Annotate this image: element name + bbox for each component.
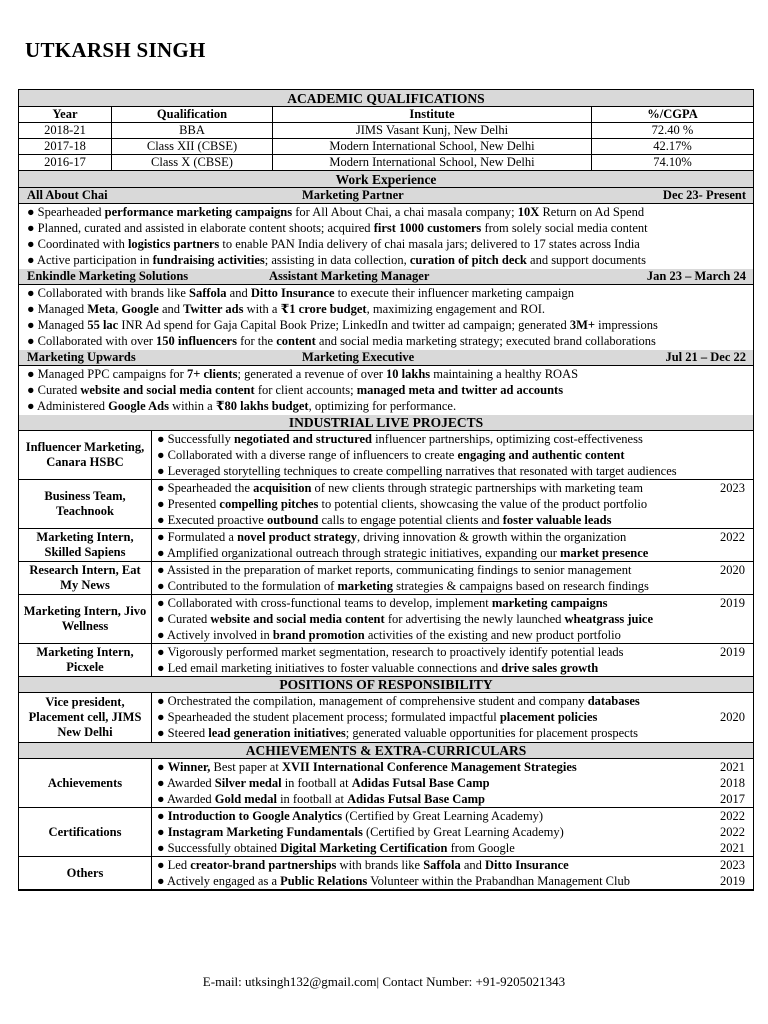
academic-row-cell: Class X (CBSE) <box>112 155 273 170</box>
job-bullet: ● Managed 55 lac INR Ad spend for Gaja Capital Book Prize; LinkedIn and twitter ad campaign; generated 3M+ impressions <box>27 318 658 332</box>
job-bullet: ● Collaborated with brands like Saffola and Ditto Insurance to execute their influencer marketing campaign <box>27 286 575 300</box>
job-role: Assistant Marketing Manager <box>269 269 430 283</box>
project-bullets <box>157 529 648 561</box>
project-bullet: ● Actively involved in brand promotion activities of the existing and new product portfolio <box>157 628 621 642</box>
academic-header-cell: Year <box>19 107 112 122</box>
project-bullet: ● Collaborated with a diverse range of influencers to create engaging and authentic content <box>157 448 625 462</box>
achievement-bullet: ● Successfully obtained Digital Marketing Certification from Google <box>157 841 515 855</box>
job-company: Enkindle Marketing Solutions <box>27 269 189 283</box>
project-years <box>720 529 745 545</box>
project-years <box>720 562 745 578</box>
academic-row-cell: Class XII (CBSE) <box>112 139 273 154</box>
achievement-year: 2021 <box>720 760 745 774</box>
position-bullet: ● Orchestrated the compilation, management of comprehensive student and company databases <box>157 694 640 708</box>
job-bullet: ● Coordinated with logistics partners to enable PAN India delivery of chai masala jars; delivered to 17 states across India <box>27 237 640 251</box>
job-bullet: ● Managed PPC campaigns for 7+ clients; generated a revenue of over 10 lakhs maintaining a healthy ROAS <box>27 367 579 381</box>
candidate-name: UTKARSH SINGH <box>25 38 206 62</box>
achievement-bullets <box>157 808 564 856</box>
project-label: Business Team, Teachnook <box>19 480 152 528</box>
project-year: 2020 <box>720 563 745 577</box>
project-bullets <box>157 562 649 594</box>
academic-header-cell: Qualification <box>112 107 273 122</box>
project-year: 2019 <box>720 645 745 659</box>
job-bullet: ● Curated website and social media content for client accounts; managed meta and twitter ad accounts <box>27 383 564 397</box>
academic-row-cell: 2016-17 <box>19 155 112 170</box>
academic-row-cell: Modern International School, New Delhi <box>273 155 592 170</box>
job-header <box>19 350 753 366</box>
academic-row-cell: 72.40 % <box>651 123 694 137</box>
job-bullets <box>27 366 578 414</box>
job-bullet: ● Managed Meta, Google and Twitter ads with a ₹1 crore budget, maximizing engagement and ROI. <box>27 302 546 316</box>
project-bullet: ● Formulated a novel product strategy, driving innovation & growth within the organization <box>157 530 627 544</box>
achievement-bullets <box>157 857 630 889</box>
contact-footer: E-mail: utksingh132@gmail.com| Contact Number: +91-9205021343 <box>202 974 566 989</box>
project-bullet: ● Led email marketing initiatives to foster valuable connections and drive sales growth <box>157 661 599 675</box>
achievement-bullets <box>157 759 577 807</box>
resume-table <box>18 89 754 891</box>
position-years <box>720 709 745 725</box>
project-label: Marketing Intern, Jivo Wellness <box>19 595 152 643</box>
project-block <box>19 562 753 595</box>
achievement-year: 2018 <box>720 776 745 790</box>
job-company: Marketing Upwards <box>27 350 136 364</box>
job-bullet: ● Planned, curated and assisted in elaborate content shoots; acquired first 1000 customers from solely social media content <box>27 221 648 235</box>
achievement-year: 2023 <box>720 858 745 872</box>
achievement-bullet: ● Actively engaged as a Public Relations Volunteer within the Prabandhan Management Club <box>157 874 630 888</box>
project-years <box>720 644 745 660</box>
job-role: Marketing Partner <box>302 188 404 202</box>
job-bullet: ● Administered Google Ads within a ₹80 lakhs budget, optimizing for performance. <box>27 399 457 413</box>
project-block <box>19 431 753 480</box>
project-block <box>19 595 753 644</box>
project-bullet: ● Curated website and social media content for advertising the newly launched wheatgrass juice <box>157 612 654 626</box>
achievement-year: 2017 <box>720 792 745 806</box>
achievement-bullet: ● Awarded Silver medal in football at Adidas Futsal Base Camp <box>157 776 490 790</box>
academic-header-cell: %/CGPA <box>647 107 698 121</box>
project-bullet: ● Successfully negotiated and structured influencer partnerships, optimizing cost-effectiveness <box>157 432 643 446</box>
position-label: Vice president, Placement cell, JIMS New Delhi <box>19 693 152 742</box>
project-block <box>19 480 753 529</box>
position-bullet: ● Steered lead generation initiatives; generated valuable opportunities for placement prospects <box>157 726 639 740</box>
academic-row-cell: 74.10% <box>653 155 692 169</box>
achievement-label: Achievements <box>19 759 152 807</box>
project-bullet: ● Assisted in the preparation of market reports, communicating findings to senior management <box>157 563 632 577</box>
project-bullets <box>157 480 647 528</box>
job-header <box>19 269 753 285</box>
project-year: 2022 <box>720 530 745 544</box>
academic-row-cell: 42.17% <box>653 139 692 153</box>
achievement-label: Certifications <box>19 808 152 856</box>
job-bullets <box>27 285 658 349</box>
project-bullets <box>157 644 624 676</box>
project-bullet: ● Collaborated with cross-functional teams to develop, implement marketing campaigns <box>157 596 608 610</box>
work-title: Work Experience <box>19 171 753 188</box>
academic-row <box>19 155 753 171</box>
position-block <box>19 693 753 743</box>
project-bullets <box>157 431 677 479</box>
achievement-bullet: ● Introduction to Google Analytics (Certified by Great Learning Academy) <box>157 809 544 823</box>
project-label: Research Intern, Eat My News <box>19 562 152 594</box>
position-title: POSITIONS OF RESPONSIBILITY <box>19 677 753 693</box>
project-block <box>19 644 753 677</box>
academic-header <box>19 107 753 123</box>
achievement-title: ACHIEVEMENTS & EXTRA-CURRICULARS <box>19 743 753 759</box>
achievement-bullet: ● Led creator-brand partnerships with brands like Saffola and Ditto Insurance <box>157 858 569 872</box>
achievement-year: 2022 <box>720 809 745 823</box>
job-bullet: ● Active participation in fundraising activities; assisting in data collection, curation of pitch deck and support documents <box>27 253 646 267</box>
job-bullet: ● Collaborated with over 150 influencers for the content and social media marketing strategy; executed brand collaborations <box>27 334 656 348</box>
project-bullet: ● Leveraged storytelling techniques to create compelling narratives that resonated with target audiences <box>157 464 677 478</box>
project-years <box>720 480 745 496</box>
project-label: Marketing Intern, Picxele <box>19 644 152 676</box>
achievement-block <box>19 857 753 890</box>
academic-row <box>19 123 753 139</box>
achievement-bullet: ● Awarded Gold medal in football at Adidas Futsal Base Camp <box>157 792 485 806</box>
position-year: 2020 <box>720 710 745 724</box>
achievement-years <box>720 857 745 889</box>
job-bullet: ● Spearheaded performance marketing campaigns for All About Chai, a chai masala company; 10X Return on Ad Spend <box>27 205 645 219</box>
job-role: Marketing Executive <box>302 350 415 364</box>
project-block <box>19 529 753 562</box>
job-bullets <box>27 204 648 268</box>
job-dates: Jul 21 – Dec 22 <box>665 350 746 364</box>
job-dates: Jan 23 – March 24 <box>646 269 746 283</box>
academic-title: ACADEMIC QUALIFICATIONS <box>19 90 753 107</box>
project-bullet: ● Contributed to the formulation of marketing strategies & campaigns based on research findings <box>157 579 649 593</box>
achievement-year: 2021 <box>720 841 745 855</box>
achievement-bullet: ● Instagram Marketing Fundamentals (Certified by Great Learning Academy) <box>157 825 564 839</box>
project-label: Influencer Marketing, Canara HSBC <box>19 431 152 479</box>
academic-row-cell: JIMS Vasant Kunj, New Delhi <box>273 123 592 138</box>
project-label: Marketing Intern, Skilled Sapiens <box>19 529 152 561</box>
academic-row-cell: BBA <box>112 123 273 138</box>
academic-row <box>19 139 753 155</box>
project-bullet: ● Executed proactive outbound calls to engage potential clients and foster valuable leads <box>157 513 612 527</box>
achievement-year: 2022 <box>720 825 745 839</box>
project-title: INDUSTRIAL LIVE PROJECTS <box>19 415 753 431</box>
project-bullets <box>157 595 653 643</box>
academic-row-cell: 2018-21 <box>19 123 112 138</box>
project-bullet: ● Vigorously performed market segmentation, research to proactively identify potential leads <box>157 645 624 659</box>
project-bullet: ● Presented compelling pitches to potential clients, showcasing the value of the product portfolio <box>157 497 648 511</box>
job-header <box>19 188 753 204</box>
achievement-bullet: ● Winner, Best paper at XVII International Conference Management Strategies <box>157 760 577 774</box>
academic-row-cell: 2017-18 <box>19 139 112 154</box>
project-bullet: ● Spearheaded the acquisition of new clients through strategic partnerships with marketing team <box>157 481 643 495</box>
project-years <box>720 595 745 611</box>
achievement-years <box>720 808 745 856</box>
achievement-block <box>19 759 753 808</box>
job-dates: Dec 23- Present <box>662 188 746 202</box>
achievement-year: 2019 <box>720 874 745 888</box>
position-bullets <box>157 693 640 741</box>
project-bullet: ● Amplified organizational outreach through strategic initiatives, expanding our market presence <box>157 546 649 560</box>
achievement-years <box>720 759 745 807</box>
academic-header-cell: Institute <box>273 107 592 122</box>
project-year: 2023 <box>720 481 745 495</box>
project-year: 2019 <box>720 596 745 610</box>
achievement-label: Others <box>19 857 152 889</box>
job-company: All About Chai <box>27 188 108 202</box>
achievement-block <box>19 808 753 857</box>
position-bullet: ● Spearheaded the student placement process; formulated impactful placement policies <box>157 710 598 724</box>
academic-row-cell: Modern International School, New Delhi <box>273 139 592 154</box>
